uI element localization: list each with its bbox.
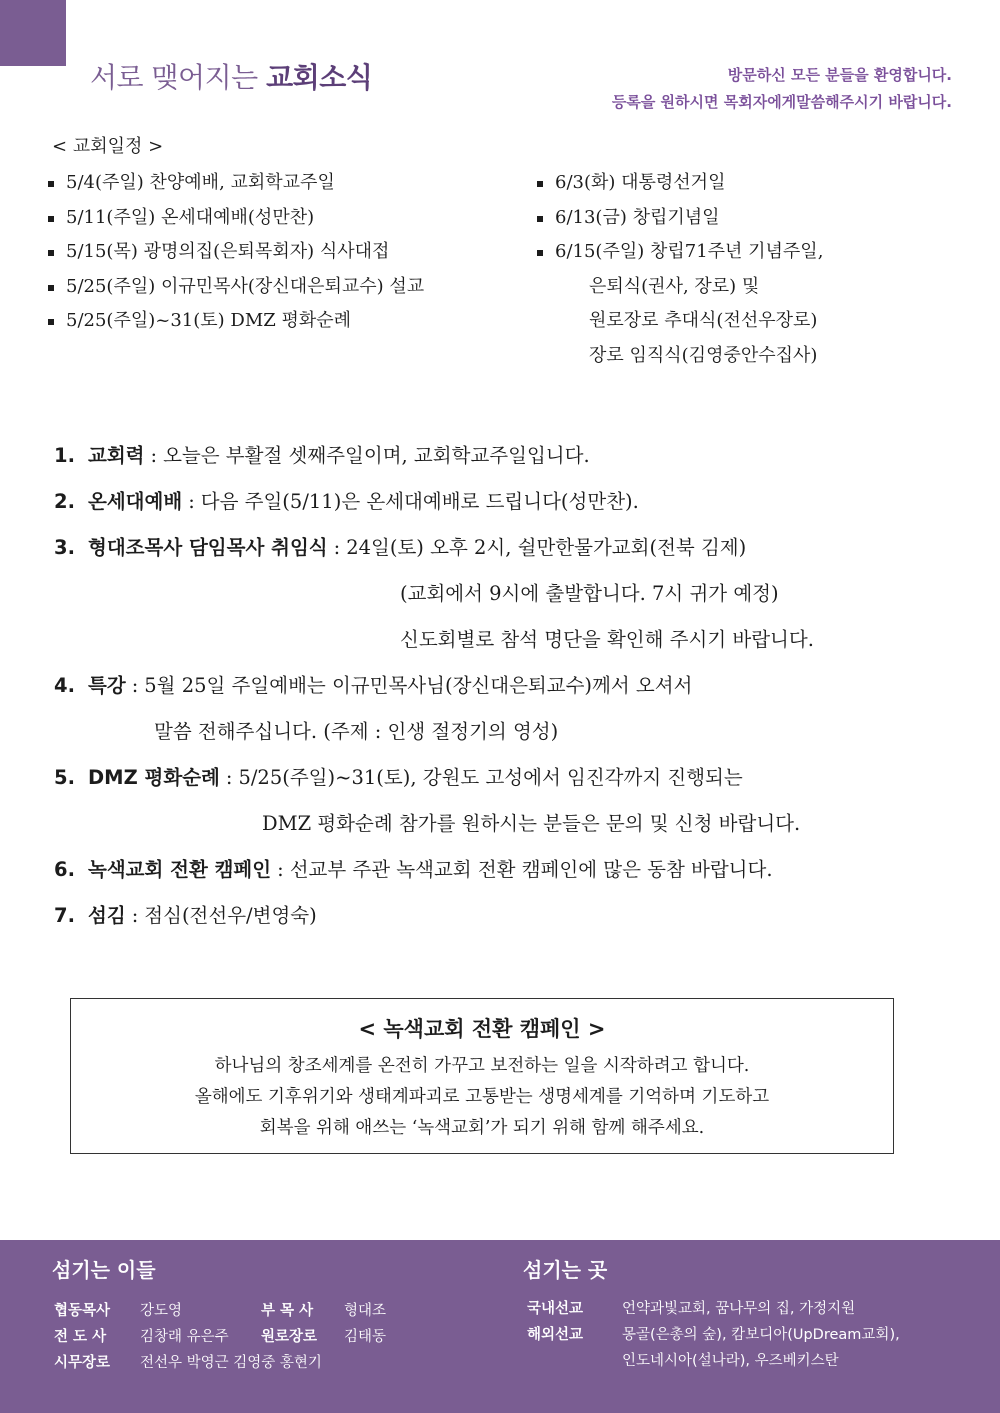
- news-number: 3.: [54, 536, 75, 559]
- schedule-item: 5/25(주일) 이규민목사(장신대은퇴교수) 설교: [48, 270, 424, 305]
- schedule-item: 5/4(주일) 찬양예배, 교회학교주일: [48, 166, 424, 201]
- schedule-item: 5/11(주일) 온세대예배(성만찬): [48, 201, 424, 236]
- place-text: 인도네시아(설나라), 우즈베키스탄: [622, 1353, 839, 1369]
- news-number: 4.: [54, 674, 75, 697]
- welcome-message: [612, 62, 952, 116]
- schedule-heading: < 교회일정 >: [52, 136, 164, 157]
- campaign-box: [70, 998, 894, 1154]
- place-row: [527, 1348, 967, 1374]
- servant-names: 전선우 박영근 김영중 홍현기: [140, 1355, 322, 1371]
- news-list: [54, 433, 954, 939]
- news-keyword: 특강: [88, 674, 126, 697]
- schedule-item-continuation: 원로장로 추대식(전선우장로): [589, 310, 818, 331]
- corner-accent-block: [0, 0, 66, 66]
- schedule-item: 5/15(목) 광명의집(은퇴목회자) 식사대접: [48, 235, 424, 270]
- place-role: 국내선교: [527, 1301, 584, 1317]
- news-keyword: 섬김: [88, 904, 126, 927]
- news-item: [54, 479, 954, 525]
- schedule-item: 5/25(주일)~31(토) DMZ 평화순례: [48, 304, 424, 339]
- servants-heading: 섬기는 이들: [52, 1258, 156, 1282]
- campaign-line: 하나님의 창조세계를 온전히 가꾸고 보전하는 일을 시작하려고 합니다.: [214, 1056, 750, 1076]
- news-continuation: 신도회별로 참석 명단을 확인해 주시기 바랍니다.: [400, 628, 814, 651]
- servant-row: [54, 1324, 474, 1350]
- servant-names: 강도영: [140, 1303, 183, 1319]
- news-continuation: 말씀 전해주십니다. (주제 : 인생 절정기의 영성): [154, 720, 559, 743]
- news-text: 선교부 주관 녹색교회 전환 캠페인에 많은 동참 바랍니다.: [289, 858, 773, 881]
- news-separator: :: [150, 444, 158, 467]
- news-separator: :: [131, 904, 139, 927]
- campaign-title: < 녹색교회 전환 캠페인 >: [358, 1017, 606, 1041]
- schedule-item: 6/3(화) 대통령선거일: [537, 166, 823, 201]
- news-keyword: DMZ 평화순례: [88, 766, 220, 789]
- news-continuation: (교회에서 9시에 출발합니다. 7시 귀가 예정): [400, 582, 779, 605]
- news-separator: :: [277, 858, 284, 881]
- schedule-item-continuation: 은퇴식(권사, 장로) 및: [589, 275, 760, 297]
- news-continuation: DMZ 평화순례 참가를 원하시는 분들은 문의 및 신청 바랍니다.: [262, 812, 801, 835]
- news-number: 7.: [54, 904, 75, 927]
- campaign-line: 올해에도 기후위기와 생태계파괴로 고통받는 생명세계를 기억하며 기도하고: [194, 1087, 770, 1107]
- news-text: 5/25(주일)~31(토), 강원도 고성에서 임진각까지 진행되는: [238, 766, 743, 789]
- news-text: 다음 주일(5/11)은 온세대예배로 드립니다(성만찬).: [200, 490, 639, 513]
- servant-row: [54, 1350, 474, 1376]
- servant-role: 전 도 사: [54, 1329, 107, 1345]
- news-number: 6.: [54, 858, 75, 881]
- place-row: [527, 1296, 967, 1322]
- welcome-line: 등록을 원하시면 목회자에게말씀해주시기 바랍니다.: [611, 93, 952, 111]
- news-item: [54, 893, 954, 939]
- page-title-strong: 교회소식: [266, 61, 373, 94]
- place-row: [527, 1322, 967, 1348]
- news-item: [54, 525, 954, 571]
- news-item: [54, 847, 954, 893]
- news-item: [54, 663, 954, 709]
- news-separator: :: [131, 674, 139, 697]
- servant-names: 형대조: [344, 1303, 387, 1319]
- schedule-item: 6/13(금) 창립기념일: [537, 201, 823, 236]
- campaign-line: 회복을 위해 애쓰는 ‘녹색교회’가 되기 위해 함께 해주세요.: [259, 1118, 705, 1138]
- news-text: 오늘은 부활절 셋째주일이며, 교회학교주일입니다.: [163, 444, 590, 467]
- places-list: [527, 1296, 967, 1374]
- servant-role: 부 목 사: [261, 1303, 314, 1319]
- servant-role: 협동목사: [54, 1303, 111, 1319]
- news-text: 5월 25일 주일예배는 이규민목사님(장신대은퇴교수)께서 오셔서: [144, 674, 693, 697]
- places-heading: 섬기는 곳: [523, 1258, 608, 1282]
- servant-names: 김창래 유은주: [140, 1329, 229, 1345]
- page-title-light: 서로 맺어지는: [90, 61, 258, 94]
- news-number: 1.: [54, 444, 75, 467]
- place-text: 언약과빛교회, 꿈나무의 집, 가정지원: [622, 1301, 856, 1317]
- servant-row: [54, 1298, 474, 1324]
- news-separator: :: [225, 766, 233, 789]
- servant-names: 김태동: [344, 1329, 387, 1345]
- page-title: [90, 56, 372, 96]
- schedule-left-column: [48, 166, 424, 339]
- news-item: [54, 433, 954, 479]
- place-text: 몽골(은총의 숲), 캄보디아(UpDream교회),: [622, 1327, 900, 1343]
- news-keyword: 형대조목사 담임목사 취임식: [88, 536, 328, 559]
- welcome-line: 방문하신 모든 분들을 환영합니다.: [727, 66, 952, 84]
- news-item: [54, 755, 954, 801]
- news-keyword: 교회력: [88, 444, 145, 467]
- servant-role: 시무장로: [54, 1355, 111, 1371]
- footer: [0, 1240, 1000, 1413]
- news-number: 2.: [54, 490, 75, 513]
- news-keyword: 온세대예배: [88, 490, 183, 513]
- news-keyword: 녹색교회 전환 캠페인: [88, 858, 272, 881]
- place-role: 해외선교: [527, 1327, 584, 1343]
- news-separator: :: [333, 536, 341, 559]
- servant-role: 원로장로: [261, 1329, 318, 1345]
- news-number: 5.: [54, 766, 75, 789]
- servants-list: [54, 1298, 474, 1376]
- news-text: 점심(전선우/변영숙): [144, 904, 317, 927]
- schedule-item-continuation: 장로 임직식(김영중안수집사): [589, 344, 818, 366]
- schedule-item: 6/15(주일) 창립71주년 기념주일,: [537, 235, 823, 270]
- news-separator: :: [188, 490, 195, 513]
- news-text: 24일(토) 오후 2시, 쉴만한물가교회(전북 김제): [346, 536, 747, 559]
- schedule-right-column: [537, 166, 823, 373]
